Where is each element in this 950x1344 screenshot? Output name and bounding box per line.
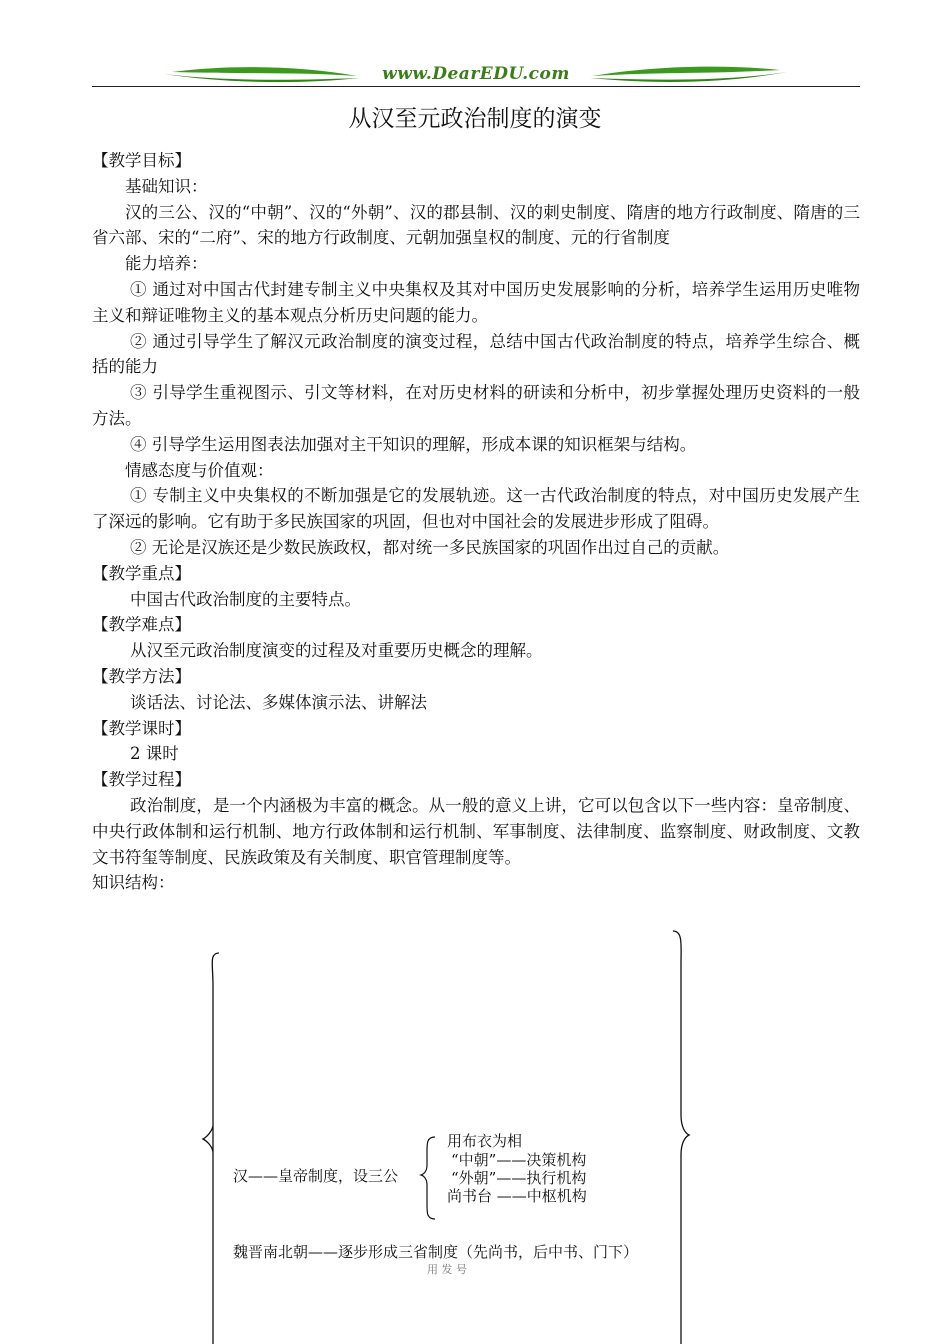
cut-off-text: 用 发 号 [427, 1263, 467, 1276]
han-label: 汉——皇帝制度，设三公 [233, 1167, 399, 1185]
structure-label: 知识结构： [92, 873, 175, 893]
method-text: 谈话法、讨论法、多媒体演示法、讲解法 [130, 692, 427, 712]
process-paragraph: 政治制度，是一个内涵极为丰富的概念。从一般的意义上讲，它可以包含以下一些内容：皇帝制度、中央行政体制和运行机制、地方行政体制和运行机制、军事制度、法律制度、监察制度、财政制度、文教文书符玺等制度、民族政策及有关制度、职官管理制度等。 [92, 795, 860, 867]
ability-item-2: ② 通过引导学生了解汉元政治制度的演变过程，总结中国古代政治制度的特点，培养学生综合、概括的能力 [92, 331, 860, 377]
han-item-2: “中朝”——决策机构 [451, 1151, 587, 1169]
key-point-text: 中国古代政治制度的主要特点。 [130, 589, 361, 609]
section-heading-process: 【教学过程】 [92, 770, 191, 790]
knowledge-structure-diagram [195, 925, 705, 1344]
wei-jin-text: 魏晋南北朝——逐步形成三省制度（先尚书，后中书、门下） [233, 1243, 639, 1261]
paragraph-basic-knowledge: 汉的三公、汉的“中朝”、汉的“外朝”、汉的郡县制、汉的刺史制度、隋唐的地方行政制度、隋唐的三省六部、宋的“二府”、宋的地方行政制度、元朝加强皇权的制度、元的行省制度 [92, 202, 860, 248]
subsection-label-ability: 能力培养： [125, 254, 208, 274]
site-name[interactable]: www.DearEDU.com [382, 64, 570, 84]
header-divider [92, 86, 860, 87]
han-item-4: 尚书台 ——中枢机构 [447, 1187, 587, 1205]
attitude-item-1: ① 专制主义中央集权的不断加强是它的发展轨迹。这一古代政治制度的特点，对中国历史发展产生了深远的影响。它有助于多民族国家的巩固，但也对中国社会的发展进步形成了阻碍。 [92, 486, 860, 532]
section-heading-key: 【教学重点】 [92, 563, 191, 583]
right-brace [673, 931, 689, 1344]
left-brace [203, 953, 219, 1344]
subsection-label-attitude: 情感态度与价值观： [125, 460, 274, 480]
ability-item-3: ③ 引导学生重视图示、引文等材料，在对历史材料的研读和分析中，初步掌握处理历史资料的一般方法。 [92, 383, 860, 428]
section-heading-hours: 【教学课时】 [92, 718, 191, 738]
subsection-label-basic: 基础知识： [125, 176, 208, 196]
ability-item-1: ① 通过对中国古代封建专制主义中央集权及其对中国历史发展影响的分析，培养学生运用历史唯物主义和辩证唯物主义的基本观点分析历史问题的能力。 [92, 279, 860, 325]
difficulty-text: 从汉至元政治制度演变的过程及对重要历史概念的理解。 [130, 641, 543, 661]
han-item-3: “外朝”——执行机构 [451, 1169, 587, 1187]
page-title: 从汉至元政治制度的演变 [348, 106, 602, 132]
section-heading-difficulty: 【教学难点】 [92, 615, 191, 635]
han-item-1: 用布衣为相 [447, 1132, 523, 1150]
hours-text: 2 课时 [130, 744, 179, 764]
attitude-item-2: ② 无论是汉族还是少数民族政权，都对统一多民族国家的巩固作出过自己的贡献。 [130, 537, 730, 557]
han-brace [421, 1137, 435, 1219]
ability-item-4: ④ 引导学生运用图表法加强对主干知识的理解，形成本课的知识框架与结构。 [130, 434, 697, 454]
document-body [92, 148, 860, 896]
section-heading-method: 【教学方法】 [92, 666, 191, 686]
section-heading-goals: 【教学目标】 [92, 151, 191, 170]
